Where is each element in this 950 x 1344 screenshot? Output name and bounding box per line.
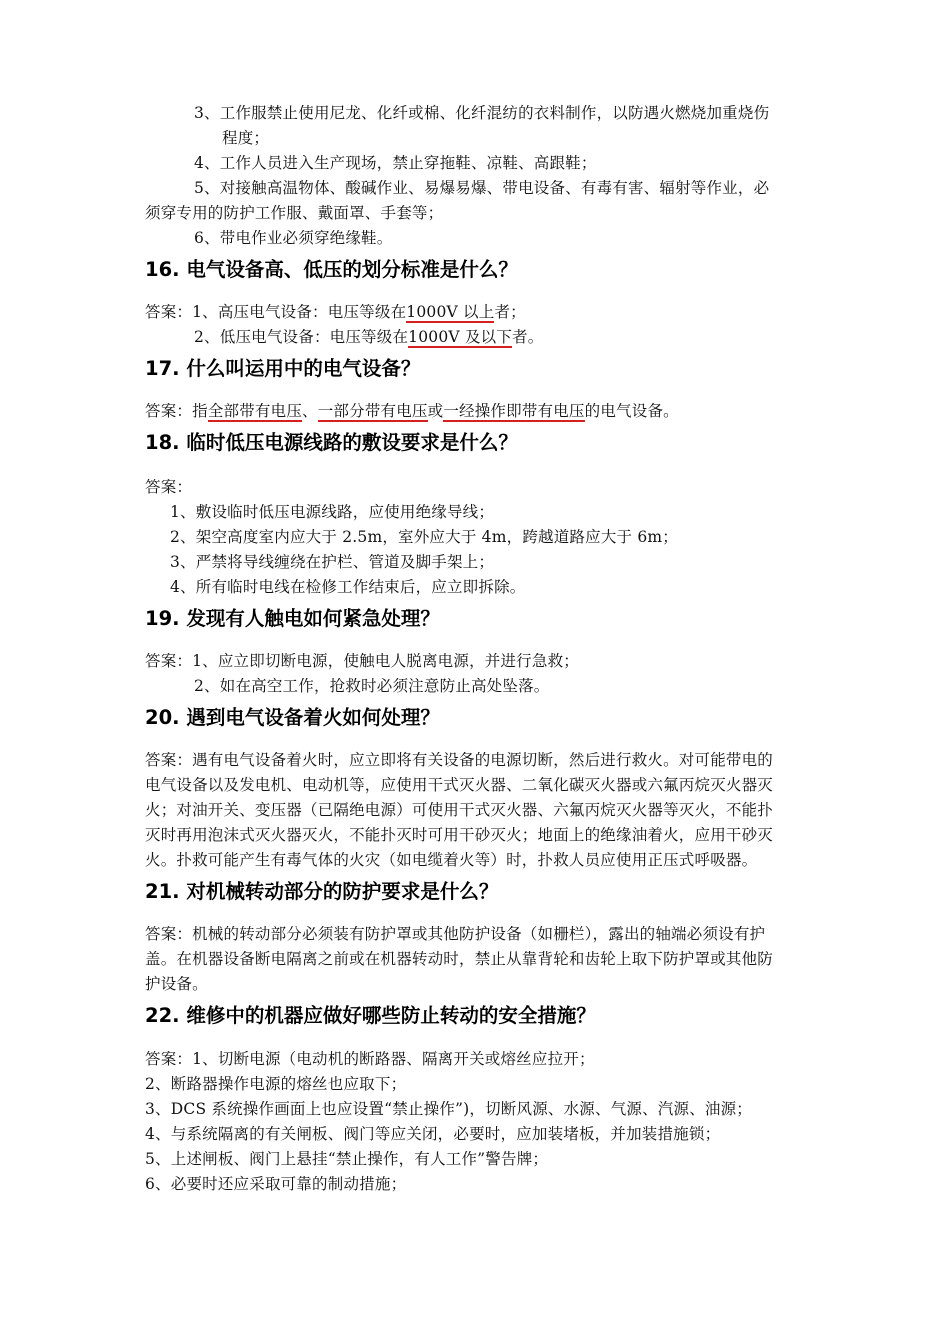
q18-item-4: 4、所有临时电线在检修工作结束后，应立即拆除。 xyxy=(170,578,526,596)
q16-text: 答案：1、高压电气设备：电压等级在 xyxy=(145,303,407,321)
q18-item-3: 3、严禁将导线缠绕在护栏、管道及脚手架上； xyxy=(170,553,495,571)
q16-text: 者。 xyxy=(512,328,544,346)
q22-answer-line: 4、与系统隔离的有关闸板、阀门等应关闭，必要时，应加装堵板，并加装措施锁； xyxy=(145,1125,721,1143)
q18-item-1: 1、敷设临时低压电源线路，应使用绝缘导线； xyxy=(170,503,495,521)
question-22-heading: 22. 维修中的机器应做好哪些防止转动的安全措施？ xyxy=(145,1004,596,1027)
q22-answer-line: 3、DCS 系统操作画面上也应设置“禁止操作”)，切断风源、水源、气源、汽源、油源； xyxy=(145,1100,752,1118)
q17-text: 或 xyxy=(427,402,444,420)
list-item-5-cont: 须穿专用的防护工作服、戴面罩、手套等； xyxy=(145,204,444,222)
q19-answer-line-1: 答案：1、应立即切断电源，使触电人脱离电源，并进行急救； xyxy=(145,652,579,670)
question-18-heading: 18. 临时低压电源线路的敷设要求是什么？ xyxy=(145,431,518,454)
q16-underlined-high: 1000V 以上 xyxy=(406,303,495,321)
list-item-3: 3、工作服禁止使用尼龙、化纤或棉、化纤混纺的衣料制作，以防遇火燃烧加重烧伤 xyxy=(194,104,770,122)
q18-answer-label: 答案： xyxy=(145,478,193,496)
question-16-heading: 16. 电气设备高、低压的划分标准是什么？ xyxy=(145,258,518,281)
q18-item-2: 2、架空高度室内应大于 2.5m，室外应大于 4m，跨越道路应大于 6m； xyxy=(170,528,679,546)
list-item-6: 6、带电作业必须穿绝缘鞋。 xyxy=(194,229,393,247)
q21-answer-line: 护设备。 xyxy=(145,975,208,993)
q22-answer-line: 6、必要时还应采取可靠的制动措施； xyxy=(145,1175,407,1193)
q17-underlined-1: 全部带有电压 xyxy=(207,402,303,420)
list-item-3-cont: 程度； xyxy=(222,129,270,147)
q20-answer-line: 火；对油开关、变压器（已隔绝电源）可使用干式灭火器、六氟丙烷灭火器等灭火，不能扑 xyxy=(145,801,774,819)
q22-answer-line: 5、上述闸板、阀门上悬挂“禁止操作，有人工作”警告牌； xyxy=(145,1150,549,1168)
q16-answer-line-1 xyxy=(145,302,526,322)
q20-answer-line: 火。扑救可能产生有毒气体的火灾（如电缆着火等）时，扑救人员应使用正压式呼吸器。 xyxy=(145,851,758,869)
q21-answer-line: 答案：机械的转动部分必须装有防护罩或其他防护设备（如栅栏），露出的轴端必须设有护 xyxy=(145,925,766,943)
q16-text: 者； xyxy=(494,303,526,321)
question-19-heading: 19. 发现有人触电如何紧急处理？ xyxy=(145,607,440,630)
q16-underlined-low: 1000V 及以下 xyxy=(408,328,513,346)
q17-underlined-2: 一部分带有电压 xyxy=(317,402,428,420)
q16-answer-line-2 xyxy=(194,327,543,347)
q16-text: 2、低压电气设备：电压等级在 xyxy=(194,328,409,346)
q21-answer-line: 盖。在机器设备断电隔离之前或在机器转动时，禁止从靠背轮和齿轮上取下防护罩或其他防 xyxy=(145,950,774,968)
q17-answer xyxy=(145,401,679,421)
q19-answer-line-2: 2、如在高空工作，抢救时必须注意防止高处坠落。 xyxy=(194,677,550,695)
q17-text: 答案：指 xyxy=(145,402,208,420)
q17-text: 的电气设备。 xyxy=(584,402,679,420)
question-17-heading: 17. 什么叫运用中的电气设备？ xyxy=(145,357,421,380)
question-20-heading: 20. 遇到电气设备着火如何处理？ xyxy=(145,706,440,729)
list-item-4: 4、工作人员进入生产现场，禁止穿拖鞋、凉鞋、高跟鞋； xyxy=(194,154,597,172)
q17-underlined-3: 一经操作即带有电压 xyxy=(443,402,585,420)
q17-text: 、 xyxy=(302,402,318,420)
question-21-heading: 21. 对机械转动部分的防护要求是什么？ xyxy=(145,880,499,903)
q22-answer-line: 2、断路器操作电源的熔丝也应取下； xyxy=(145,1075,407,1093)
q20-answer-line: 电气设备以及发电机、电动机等，应使用干式灭火器、二氧化碳灭火器或六氟丙烷灭火器灭 xyxy=(145,776,774,794)
q20-answer-line: 灭时再用泡沫式灭火器灭火，不能扑灭时可用干砂灭火；地面上的绝缘油着火，应用干砂灭 xyxy=(145,826,774,844)
q20-answer-line: 答案：遇有电气设备着火时，应立即将有关设备的电源切断，然后进行救火。对可能带电的 xyxy=(145,751,774,769)
list-item-5: 5、对接触高温物体、酸碱作业、易爆易爆、带电设备、有毒有害、辐射等作业，必 xyxy=(194,179,770,197)
q22-answer-line: 答案：1、切断电源（电动机的断路器、隔离开关或熔丝应拉开； xyxy=(145,1050,595,1068)
